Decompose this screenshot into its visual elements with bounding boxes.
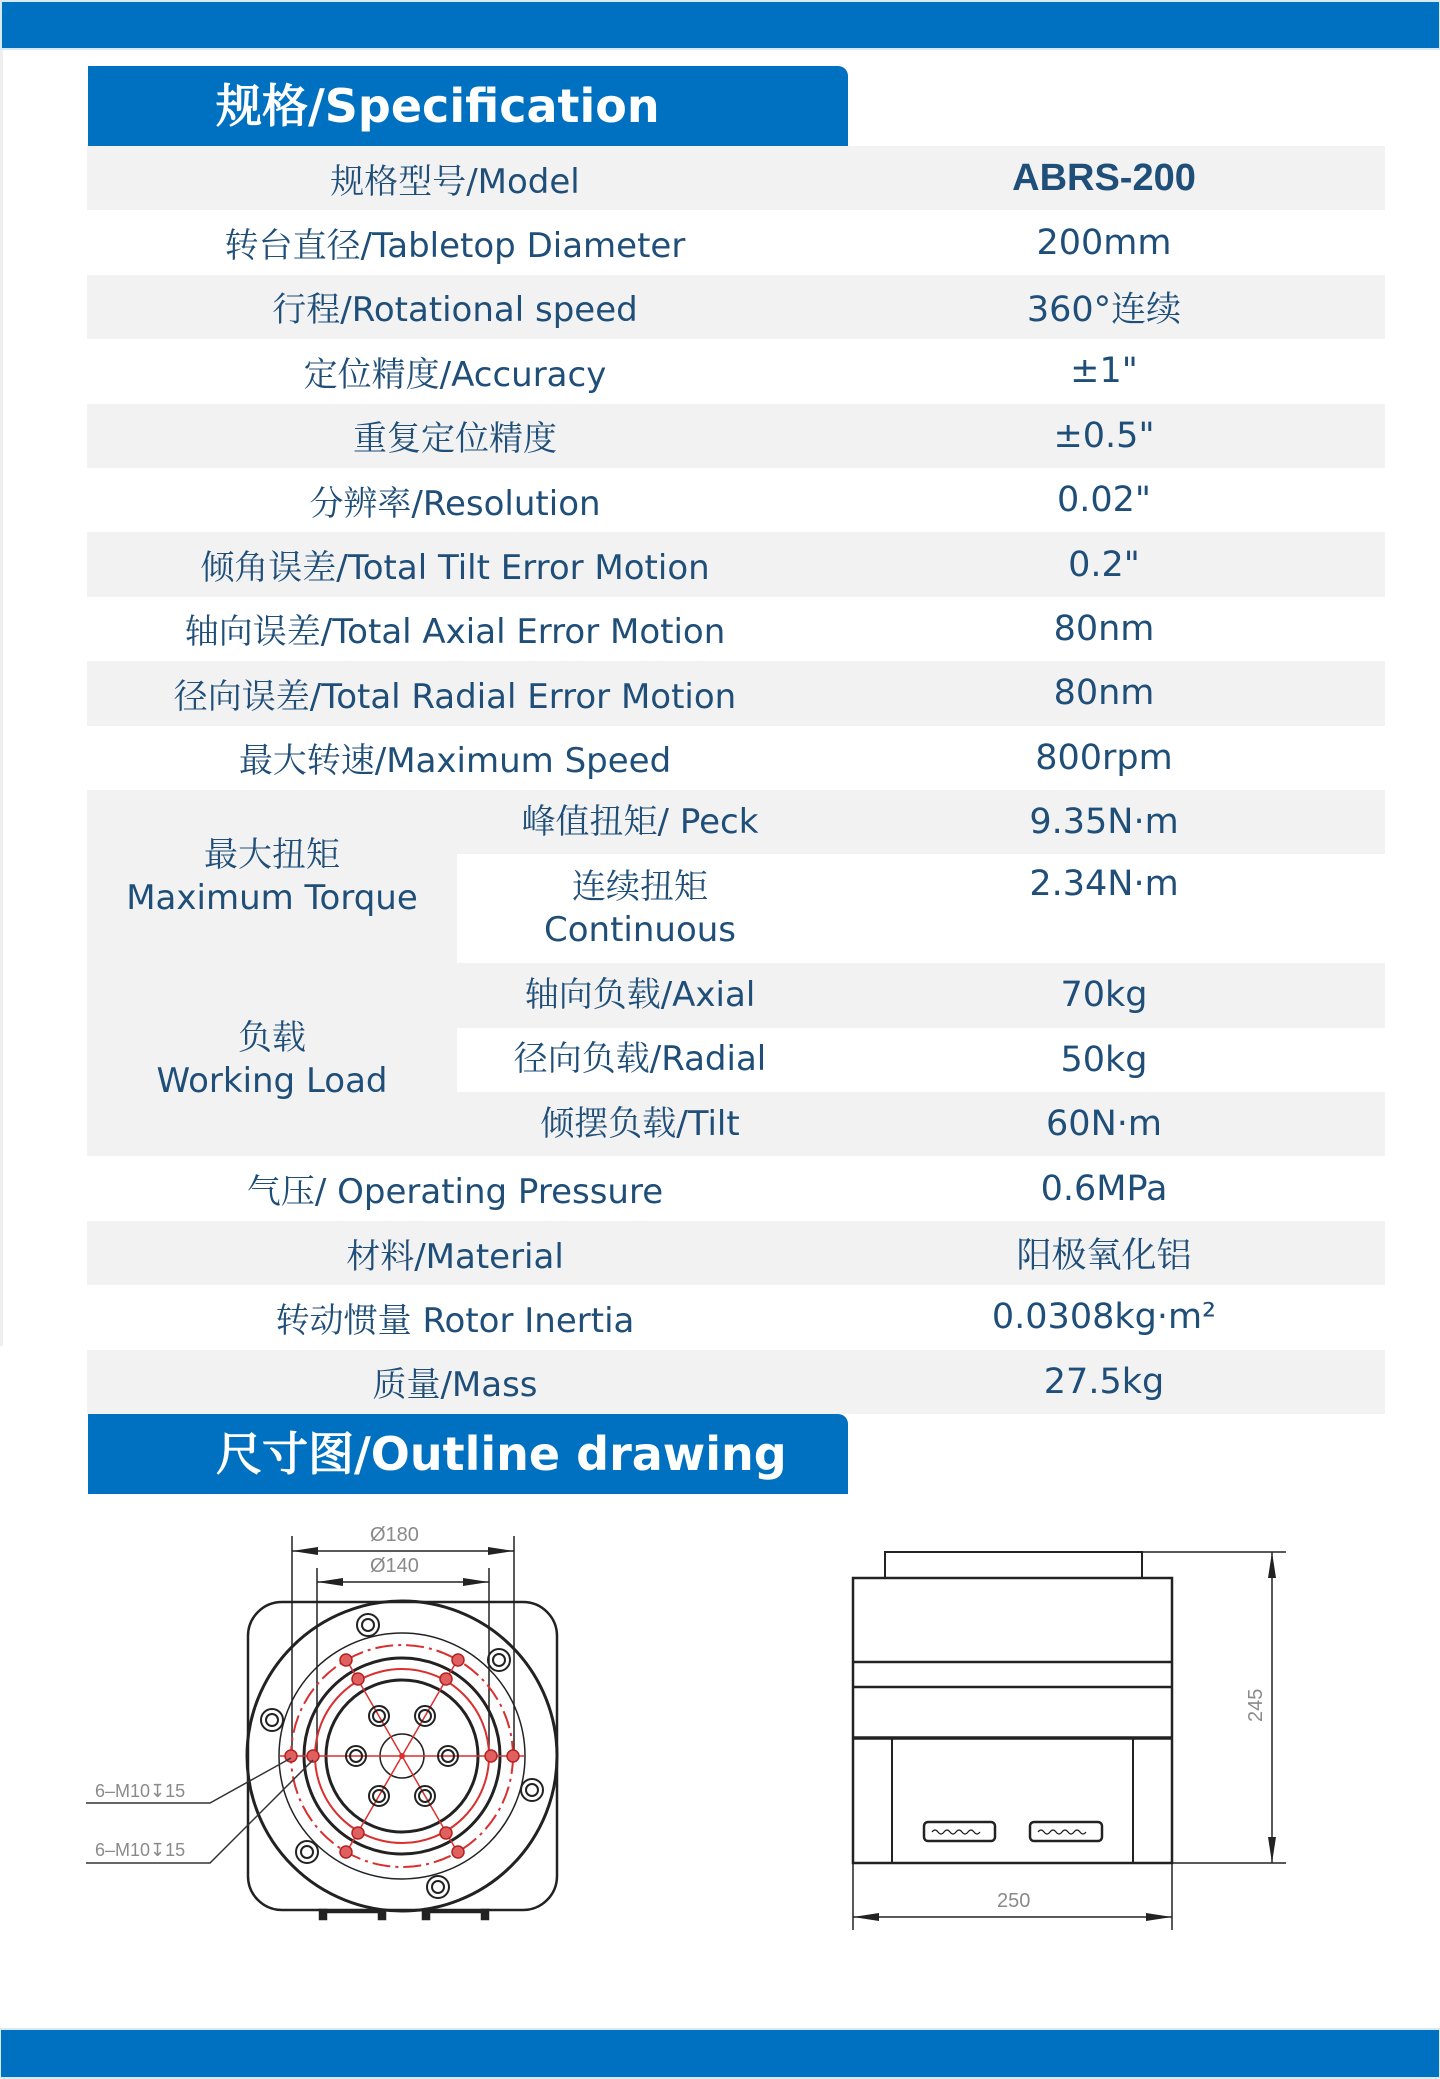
row-label: 重复定位精度 [353,419,557,460]
row-label: 气压/ Operating Pressure [246,1172,664,1213]
table-row-peak-torque [457,790,1385,854]
row-label: 倾角误差/Total Tilt Error Motion [200,548,710,589]
left-edge-strip [0,50,3,1346]
row-label: 最大转速/Maximum Speed [238,741,672,782]
row-label: 行程/Rotational speed [272,290,638,331]
table-row-radial-error [87,661,1385,725]
row-label-cn: 连续扭矩 [572,866,708,907]
row-value: 0.2" [1068,544,1140,585]
table-row-tilt-load [457,1092,1385,1156]
row-label: 材料/Material [346,1236,564,1277]
row-value: 80nm [1053,673,1155,714]
dimension-inner-diameter: Ø140 [370,1555,419,1577]
outline-drawing-section-header [88,1414,848,1494]
table-row-rotational-speed [87,275,1385,339]
working-load-group [87,963,1385,1156]
outline-drawing-title: 尺寸图/Outline drawing [216,1427,787,1481]
row-label: 质量/Mass [372,1365,538,1406]
thread-callout-2: 6–M10↧15 [95,1840,186,1860]
row-value: 800rpm [1035,737,1173,778]
top-banner-bar [0,0,1440,50]
front-view-drawing [86,1536,557,1919]
row-label: 径向误差/Total Radial Error Motion [173,676,737,717]
row-value: 200mm [1036,222,1172,263]
side-view-drawing [853,1552,1286,1930]
row-label: 峰值扭矩/ Peck [521,801,759,842]
row-label: 分辨率/Resolution [309,483,601,524]
row-value: 360°连续 [1026,289,1182,330]
bottom-banner-bar [0,2028,1440,2079]
model-value: ABRS-200 [1012,156,1196,199]
row-label [457,854,823,963]
row-value: ±0.5" [1053,415,1155,456]
specification-table [87,146,1385,1414]
row-label: 轴向误差/Total Axial Error Motion [184,612,726,653]
row-label: 转台直径/Tabletop Diameter [224,226,686,267]
table-row-operating-pressure [87,1156,1385,1220]
row-value: 0.0308kg·m² [991,1297,1217,1338]
group-label-cn: 负载 [238,1017,306,1058]
row-label: 轴向负载/Axial [524,974,756,1015]
table-row-resolution [87,468,1385,532]
table-row-tabletop-diameter [87,210,1385,274]
table-row-model [87,146,1385,210]
row-value: 9.35N·m [1029,802,1179,843]
row-value: 0.02" [1056,480,1152,521]
row-value: ±1" [1070,351,1138,392]
thread-callout-1: 6–M10↧15 [95,1781,186,1801]
group-label-en: Working Load [156,1060,388,1101]
row-label: 径向负载/Radial [513,1039,767,1080]
row-value: 50kg [1060,1039,1148,1080]
row-label: 转动惯量 Rotor Inertia [275,1300,635,1341]
dimension-width: 250 [997,1890,1031,1912]
row-value: 70kg [1060,975,1148,1016]
group-label-en: Maximum Torque [126,877,418,918]
table-row-rotor-inertia [87,1285,1385,1349]
table-row-repeatability [87,404,1385,468]
table-row-mass [87,1350,1385,1414]
row-label: 规格型号/Model [330,161,580,202]
table-row-axial-error [87,597,1385,661]
dimension-height: 245 [1245,1688,1267,1722]
row-value: 2.34N·m [1029,864,1179,905]
maximum-torque-label [87,790,457,963]
group-label-cn: 最大扭矩 [204,834,340,875]
table-row-material [87,1221,1385,1285]
row-value: 27.5kg [1043,1361,1165,1402]
row-value: 0.6MPa [1040,1168,1168,1209]
table-row-radial-load [457,1028,1385,1092]
dimension-outer-diameter: Ø180 [370,1524,419,1546]
row-value: 阳极氧化铝 [1016,1236,1192,1277]
working-load-label [87,963,457,1156]
row-value: 80nm [1053,608,1155,649]
row-label-en: Continuous [543,909,737,950]
row-label: 定位精度/Accuracy [303,354,607,395]
maximum-torque-group [87,790,1385,963]
table-row-tilt-error [87,532,1385,596]
table-row-accuracy [87,339,1385,403]
table-row-continuous-torque [457,854,1385,963]
outline-drawings [0,1494,1440,2024]
table-row-maximum-speed [87,726,1385,790]
specification-section-header [88,66,848,146]
table-row-axial-load [457,963,1385,1027]
row-label: 倾摆负载/Tilt [540,1103,740,1144]
row-value: 60N·m [1046,1104,1162,1145]
specification-title: 规格/Specification [216,79,660,133]
